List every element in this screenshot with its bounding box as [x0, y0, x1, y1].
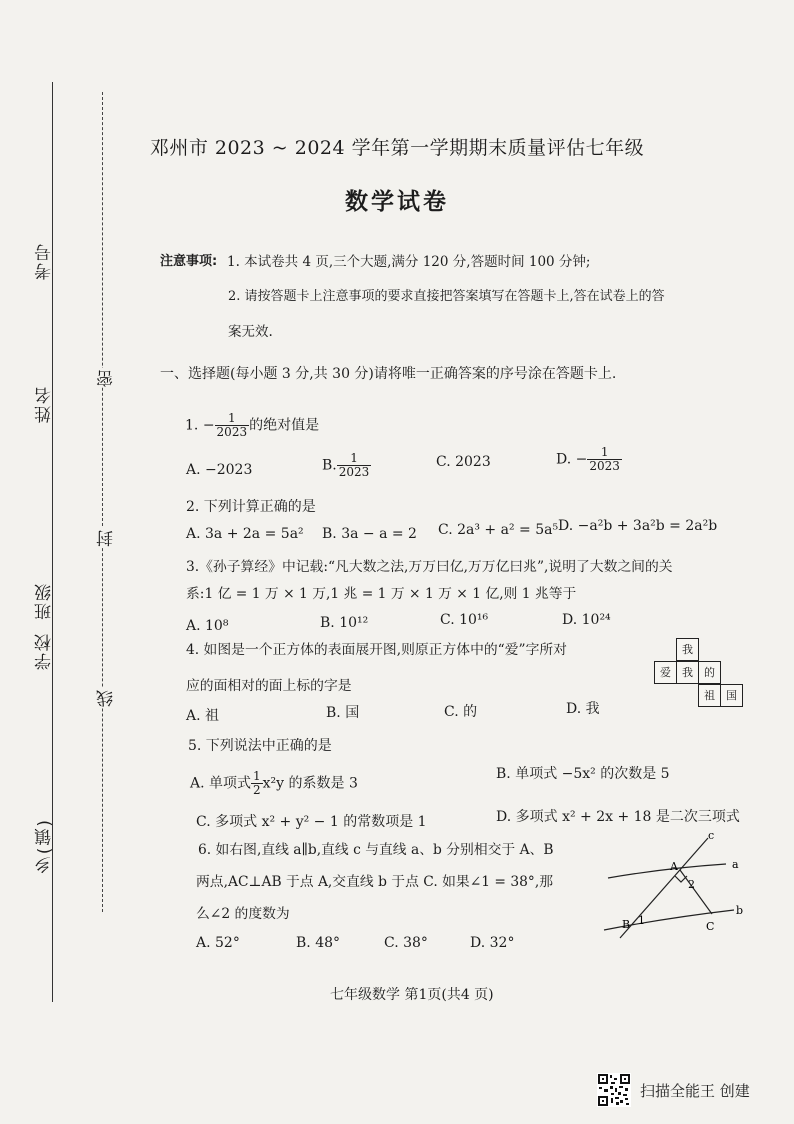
- cube-face-wo-top: 我: [676, 638, 699, 661]
- label-xuexiao: 学校: [35, 632, 55, 670]
- notice-line1: 1. 本试卷共 4 页,三个大题,满分 120 分,答题时间 100 分钟;: [227, 254, 591, 270]
- exam-subtitle: 数学试卷: [345, 188, 449, 215]
- q6-line1: 6. 如右图,直线 a∥b,直线 c 与直线 a、b 分别相交于 A、B: [198, 842, 554, 858]
- q1-option-d-den: 2023: [589, 459, 620, 473]
- segment-ac: [680, 870, 712, 914]
- label-xiangzhen: 乡(镇): [35, 818, 55, 874]
- page-footer: 七年级数学 第1页(共4 页): [330, 987, 494, 1003]
- q3-line2: 系:1 亿 = 1 万 × 1 万,1 兆 = 1 万 × 1 万 × 1 亿,则 1 兆等于: [186, 586, 577, 602]
- cube-face-ai: 爱: [654, 661, 677, 684]
- q1-number: 1.: [185, 417, 199, 434]
- q5-option-a-num: 1: [253, 769, 261, 783]
- seal-char-feng: 封: [94, 528, 119, 547]
- cube-face-wo: 我: [676, 661, 699, 684]
- q5-option-d: D. 多项式 x² + 2x + 18 是二次三项式: [496, 809, 740, 825]
- fig-label-A: A: [670, 860, 678, 873]
- q5-option-a-den: 2: [253, 783, 261, 797]
- fig-label-2: 2: [688, 878, 695, 891]
- fig-label-C: C: [706, 920, 715, 933]
- q1-option-d-num: 1: [587, 446, 622, 460]
- cube-face-de: 的: [698, 661, 721, 684]
- parallel-lines-figure: [596, 826, 756, 946]
- q1-option-d-frac: [587, 446, 622, 473]
- q4-option-b: B. 国: [326, 705, 360, 721]
- q3-option-a: A. 10⁸: [186, 618, 229, 634]
- notice-line3: 案无效.: [228, 324, 273, 340]
- qr-code-icon: [597, 1073, 631, 1107]
- fig-label-a: a: [732, 858, 739, 871]
- q2-option-c: C. 2a³ + a² = 5a⁵: [438, 522, 559, 538]
- scanner-watermark: 扫描全能王 创建: [640, 1082, 750, 1100]
- fig-label-B: B: [622, 918, 631, 931]
- q4-option-a: A. 祖: [186, 708, 220, 724]
- line-a: [608, 864, 726, 878]
- q6-option-b: B. 48°: [296, 935, 341, 951]
- q2-stem: 2. 下列计算正确的是: [186, 499, 316, 515]
- seal-char-mi: 密: [94, 368, 119, 387]
- q1-option-c: C. 2023: [436, 454, 491, 470]
- seal-char-xian: 线: [94, 688, 119, 707]
- label-kaohao: 考号: [35, 242, 55, 280]
- q6-option-d: D. 32°: [470, 935, 515, 951]
- q2-option-a: A. 3a + 2a = 5a²: [186, 526, 304, 542]
- q3-option-b: B. 10¹²: [320, 615, 369, 631]
- q3-option-d: D. 10²⁴: [562, 612, 611, 628]
- q6-option-c: C. 38°: [384, 935, 428, 951]
- q6-line3: 么∠2 的度数为: [196, 906, 290, 922]
- q1-option-b-frac: [337, 452, 372, 479]
- fig-label-c: c: [708, 829, 715, 842]
- notice-line2: 2. 请按答题卡上注意事项的要求直接把答案填写在答题卡上,答在试卷上的答: [228, 289, 665, 304]
- label-banji: 班级: [35, 582, 55, 620]
- q3-option-c: C. 10¹⁶: [440, 612, 489, 628]
- q1-option-d: [556, 446, 622, 473]
- q5-option-a: [190, 770, 358, 797]
- section1-heading: 一、选择题(每小题 3 分,共 30 分)请将唯一正确答案的序号涂在答题卡上.: [160, 366, 617, 382]
- cube-face-zu: 祖: [698, 684, 721, 707]
- cube-net-figure: [652, 638, 742, 710]
- q4-option-c: C. 的: [444, 704, 478, 720]
- q5-option-a-frac: [251, 770, 263, 797]
- q1-fraction: [215, 412, 250, 439]
- q5-option-a-lead: A. 单项式: [190, 775, 252, 792]
- q5-stem: 5. 下列说法中正确的是: [188, 738, 332, 754]
- q1-option-b-lead: B.: [322, 457, 337, 474]
- q1-option-b-den: 2023: [338, 465, 370, 479]
- fig-label-1: 1: [638, 914, 645, 927]
- exam-title: 邓州市 2023 ~ 2024 学年第一学期期末质量评估七年级: [149, 137, 645, 159]
- q5-option-a-tail: x²y 的系数是 3: [262, 775, 358, 792]
- q6-option-a: A. 52°: [196, 935, 240, 951]
- q1-fraction-num: 1: [215, 412, 250, 426]
- q5-option-b: B. 单项式 −5x² 的次数是 5: [496, 766, 670, 782]
- q2-option-d: D. −a²b + 3a²b = 2a²b: [558, 518, 718, 534]
- q4-line2: 应的面相对的面上标的字是: [186, 678, 352, 694]
- q1-stem: [185, 412, 319, 439]
- label-xingming: 姓名: [35, 385, 55, 423]
- q5-option-c: C. 多项式 x² + y² − 1 的常数项是 1: [196, 814, 427, 830]
- q4-option-d: D. 我: [566, 701, 600, 717]
- q1-option-d-lead: D. −: [556, 451, 588, 468]
- q1-option-a: A. −2023: [186, 462, 253, 478]
- cube-face-guo: 国: [720, 684, 743, 707]
- q2-option-b: B. 3a − a = 2: [322, 526, 417, 542]
- q1-option-b-num: 1: [337, 452, 372, 466]
- q1-fraction-den: 2023: [216, 425, 248, 439]
- q4-line1: 4. 如图是一个正方体的表面展开图,则原正方体中的“爱”字所对: [186, 642, 567, 658]
- q6-line2: 两点,AC⊥AB 于点 A,交直线 b 于点 C. 如果∠1 = 38°,那: [196, 874, 554, 890]
- notice-label: 注意事项:: [160, 254, 218, 269]
- fig-label-b: b: [736, 904, 744, 917]
- q1-tail: 的绝对值是: [249, 417, 320, 434]
- q1-option-b: [322, 452, 371, 479]
- q3-line1: 3.《孙子算经》中记载:“凡大数之法,万万曰亿,万万亿曰兆”,说明了大数之间的关: [186, 559, 673, 575]
- q1-neg: −: [202, 417, 215, 434]
